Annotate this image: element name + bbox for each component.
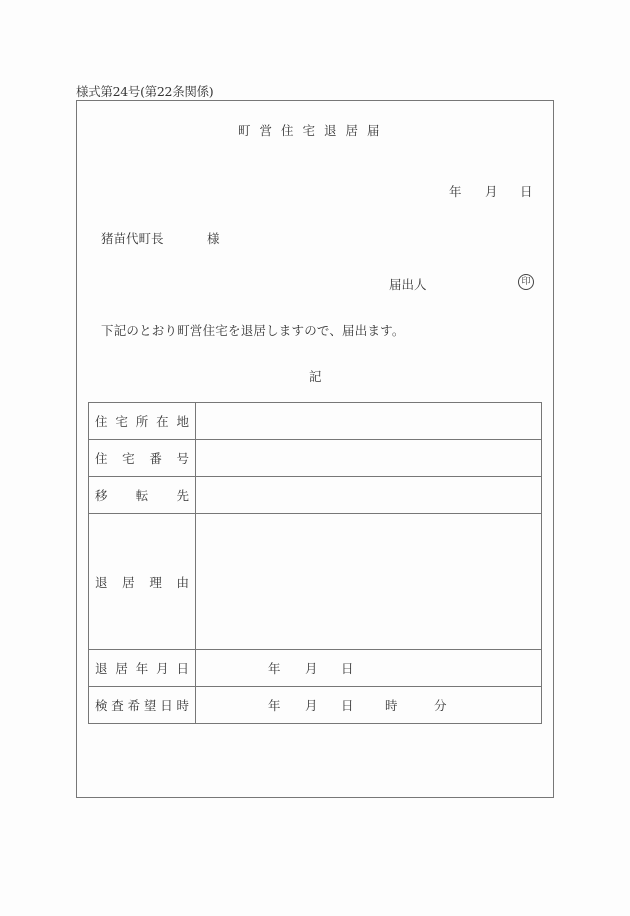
label-reason: 退 居 理 由 xyxy=(89,514,196,650)
unit-day: 日 xyxy=(341,661,354,676)
unit-hour: 時 xyxy=(385,698,398,713)
statement-text: 下記のとおり町営住宅を退居しますので、届出ます。 xyxy=(101,323,405,338)
applicant-label: 届出人 xyxy=(389,277,427,292)
date-day-label: 日 xyxy=(520,184,533,199)
label-destination: 移 転 先 xyxy=(89,477,196,514)
date-month-label: 月 xyxy=(485,184,498,199)
destination-field[interactable] xyxy=(196,477,542,514)
reason-field[interactable] xyxy=(196,514,542,650)
unit-month: 月 xyxy=(305,698,318,713)
unit-day: 日 xyxy=(341,698,354,713)
unit-month: 月 xyxy=(305,661,318,676)
ki-heading: 記 xyxy=(309,369,322,384)
address-field[interactable] xyxy=(196,403,542,440)
unit-year: 年 xyxy=(268,698,281,713)
label-house-number: 住 宅 番 号 xyxy=(89,440,196,477)
house-number-field[interactable] xyxy=(196,440,542,477)
table-row-moveout-date xyxy=(89,650,542,687)
honorific: 様 xyxy=(207,231,220,246)
table-row-address xyxy=(89,403,542,440)
unit-minute: 分 xyxy=(434,698,447,713)
form-number: 様式第24号(第22条関係) xyxy=(76,84,214,99)
table-row-house-number xyxy=(89,440,542,477)
details-table xyxy=(88,402,542,724)
seal-icon: 印 xyxy=(518,274,534,290)
table-row-inspection-datetime xyxy=(89,687,542,724)
addressee: 猪苗代町長 xyxy=(101,231,164,246)
label-address: 住 宅 所 在 地 xyxy=(89,403,196,440)
table-row-destination xyxy=(89,477,542,514)
moveout-date-field[interactable] xyxy=(196,650,542,687)
inspection-datetime-field[interactable] xyxy=(196,687,542,724)
label-moveout-date: 退 居 年 月 日 xyxy=(89,650,196,687)
document-title: 町営住宅退居届 xyxy=(238,123,389,138)
label-inspection-datetime: 検 査 希 望 日 時 xyxy=(89,687,196,724)
unit-year: 年 xyxy=(268,661,281,676)
date-year-label: 年 xyxy=(449,184,462,199)
table-row-reason xyxy=(89,514,542,650)
